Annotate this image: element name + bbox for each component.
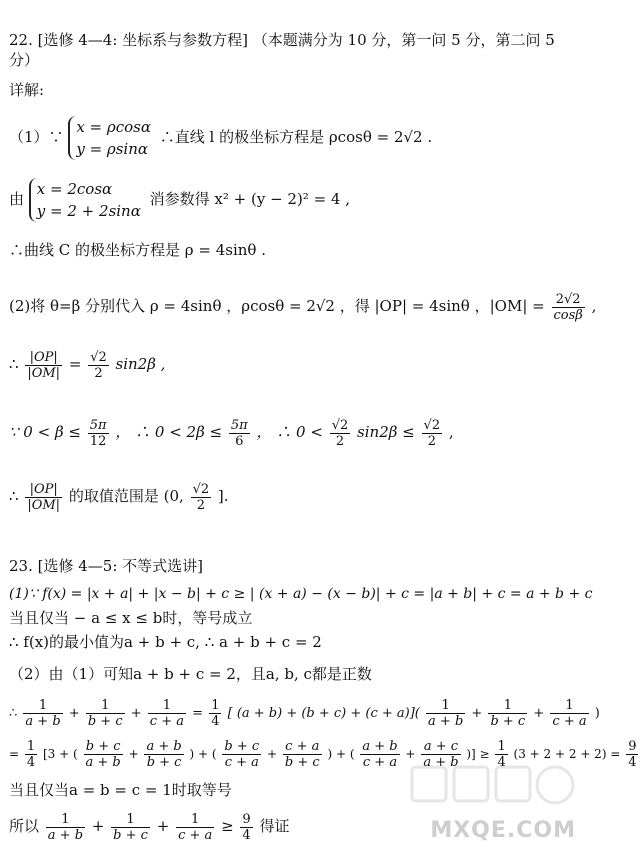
op: + — [91, 817, 105, 835]
fraction: $\frac{9}{4}$ — [242, 811, 251, 843]
part1-conclusion: ∴直线 l 的极坐标方程是 ρcosθ = 2√2 . — [159, 128, 433, 146]
op: + — [156, 817, 170, 835]
curve-conclusion: 消参数得 x² + (y − 2)² = 4 , — [149, 190, 351, 208]
fraction: $\frac{|OP|}{|OM|}$ — [27, 481, 61, 513]
watermark-text: MXQE.COM — [430, 818, 576, 843]
fraction: $\frac{1}{a + b}$ — [47, 811, 84, 843]
part2-text: (2)将 θ=β 分别代入 ρ = 4sinθ ，ρcosθ = 2√2 ，得 |OP| = 4sinθ ，|OM| = — [9, 297, 545, 315]
part2-substitution: (2)将 θ=β 分别代入 ρ = 4sinθ ，ρcosθ = 2√2 ，得 |OP| = 4sinθ ，|OM| = $\frac{2√2}{\cos\beta}$ , — [9, 291, 597, 323]
part1-curve-line — [9, 174, 582, 224]
fraction: $\frac{1}{b + c}$ — [490, 698, 526, 729]
op: + — [68, 706, 80, 721]
fraction: $\frac{√2}{2}$ — [90, 349, 107, 381]
fraction: $\frac{a + b}{c + a}$ — [362, 739, 398, 770]
fraction: $\frac{1}{a + b}$ — [25, 698, 61, 729]
fraction: $\frac{√2}{2}$ — [192, 481, 210, 513]
watermark — [410, 761, 580, 843]
fraction: $\frac{1}{c + a}$ — [552, 698, 587, 729]
fraction: $\frac{1}{4}$ — [497, 739, 506, 770]
part1-prefix: （1）∵ — [9, 128, 64, 146]
expr: (3 + 2 + 2 + 2) = — [513, 747, 621, 761]
fraction: $\frac{√2}{2}$ — [331, 417, 349, 449]
fraction: $\frac{√2}{2}$ — [423, 417, 441, 449]
p23-line-3: ∴ f(x)的最小值为a + b + c, ∴ a + b + c = 2 — [9, 633, 322, 651]
fraction: $\frac{a + b}{b + c}$ — [146, 739, 182, 770]
curve-prefix: 由 — [9, 190, 25, 208]
range-seg: , — [448, 423, 454, 441]
expr: ) + ( — [189, 747, 217, 761]
expr: 所以 — [9, 817, 40, 835]
system-line: x = ρcosα — [76, 118, 151, 136]
op: + — [533, 706, 545, 721]
p23-line-7: 当且仅当a = b = c = 1时取等号 — [9, 781, 232, 799]
detail-label: 详解: — [9, 81, 45, 99]
fraction: $\frac{1}{c + a}$ — [149, 698, 184, 729]
range-derivation — [9, 412, 582, 452]
fraction: $\frac{1}{a + b}$ — [428, 698, 464, 729]
expr: ) + ( — [327, 747, 355, 761]
op: ≥ — [221, 817, 234, 835]
watermark-logo-icon — [410, 761, 580, 811]
range-seg: ， ∴ 0 < 2β ≤ — [115, 423, 223, 441]
fraction: $\frac{5\pi}{12}$ — [89, 417, 107, 449]
fraction: $\frac{a + c}{a + b}$ — [423, 739, 459, 770]
system-line: y = ρsinα — [76, 140, 149, 158]
fraction: $\frac{b + c}{a + b}$ — [85, 739, 121, 770]
fraction: $\frac{b + c}{c + a}$ — [224, 739, 260, 770]
curve-polar-eq: ∴曲线 C 的极坐标方程是 ρ = 4sinθ . — [9, 241, 266, 259]
op: + — [267, 747, 278, 761]
op: + — [130, 706, 142, 721]
fraction: $\frac{c + a}{b + c}$ — [284, 739, 320, 770]
fraction: $\frac{9}{4}$ — [628, 739, 637, 770]
ratio-tail: sin2β , — [115, 355, 166, 373]
equals: = — [68, 355, 82, 373]
p23-line-5 — [9, 696, 600, 732]
expr: 得证 — [259, 817, 290, 835]
op: = — [192, 706, 204, 721]
range-text: ]. — [217, 487, 229, 505]
part1-line — [9, 112, 582, 162]
ratio-line — [9, 344, 582, 384]
range-result — [9, 476, 582, 516]
p23-line-2: 当且仅当 − a ≤ x ≤ b时，等号成立 — [9, 609, 253, 627]
expr: [ (a + b) + (b + c) + (c + a)]( — [227, 706, 420, 721]
expr: [3 + ( — [43, 747, 78, 761]
op: + — [405, 747, 416, 761]
problem-22-heading: 22. [选修 4—4: 坐标系与参数方程] （本题满分为 10 分，第一问 5 分，第二问 5 — [9, 31, 555, 49]
fraction: $\frac{1}{4}$ — [26, 739, 36, 770]
system-line: y = 2 + 2sinα — [36, 202, 141, 220]
fraction: $\frac{1}{4}$ — [211, 698, 220, 729]
system-line: x = 2cosα — [36, 180, 113, 198]
fraction: $\frac{1}{b + c}$ — [87, 698, 123, 729]
range-seg: sin2β ≤ — [357, 423, 415, 441]
problem-23-heading: 23. [选修 4—5: 不等式选讲] — [9, 557, 204, 575]
fraction: $\frac{2√2}{\cos\beta}$ — [553, 291, 583, 323]
op: + — [128, 747, 139, 761]
fraction: $\frac{1}{b + c}$ — [113, 811, 148, 843]
fraction: $\frac{5\pi}{6}$ — [230, 417, 248, 449]
problem-22-heading-cont: 分） — [9, 51, 40, 69]
op: + — [471, 706, 483, 721]
param-system-2 — [29, 178, 145, 222]
therefore-sign: ∴ — [9, 355, 19, 373]
range-seg: ， ∴ 0 < — [256, 423, 323, 441]
op: ) — [594, 706, 600, 721]
p23-line-4: （2）由（1）可知a + b + c = 2，且a, b, c都是正数 — [9, 665, 372, 683]
expr: )] ≥ — [466, 747, 490, 761]
range-seg: ∵ 0 < β ≤ — [9, 423, 81, 441]
p23-line-1: (1)∵ f(x) = |x + a| + |x − b| + c ≥ | (x + a) − (x − b)| + c = |a + b| + c = a + b + c — [9, 586, 593, 602]
therefore-sign: ∴ — [9, 706, 18, 721]
fraction: $\frac{1}{c + a}$ — [178, 811, 213, 843]
range-text: 的取值范围是 (0, — [68, 487, 184, 505]
therefore-sign: ∴ — [9, 487, 19, 505]
fraction: $\frac{|OP|}{|OM|}$ — [27, 349, 61, 381]
param-system-1 — [68, 116, 155, 160]
op: = — [9, 747, 20, 761]
